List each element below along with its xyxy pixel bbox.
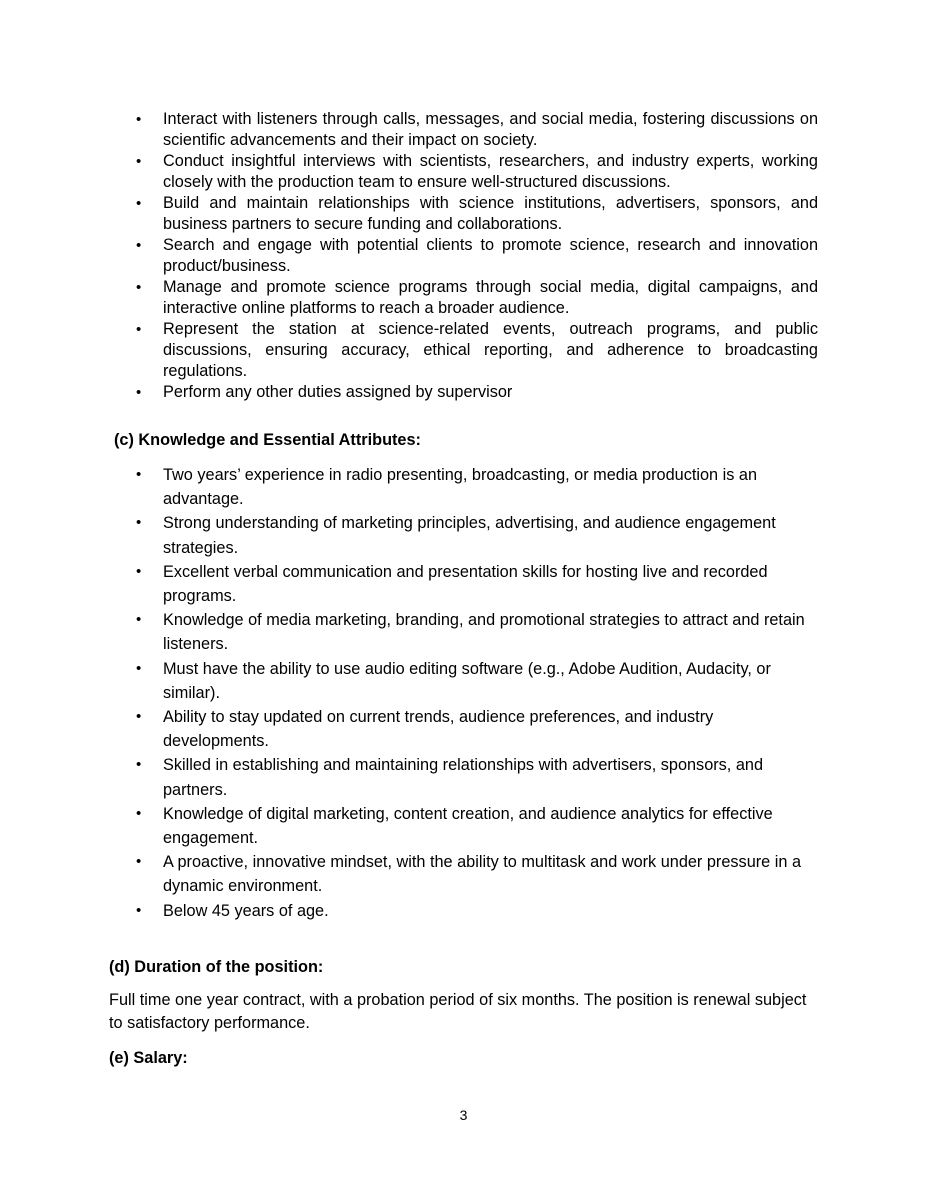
bullet-icon: • [136,237,142,254]
bullet-icon: • [136,321,142,338]
duties-list [136,109,818,403]
list-item [136,705,818,753]
duration-paragraph: Full time one year contract, with a probation period of six months. The position is renewal subject to satisfactory performance. [109,991,807,1032]
bullet-icon: • [136,708,142,726]
bullet-icon: • [136,659,142,677]
duty-text: Conduct insightful interviews with scientists, researchers, and industry experts, working closely with the production team to ensure well-structured discussions. [163,152,818,191]
page-number: 3 [459,1107,468,1123]
attribute-text: Ability to stay updated on current trends, audience preferences, and industry developments. [163,708,714,751]
list-item [136,277,818,319]
attribute-text: Excellent verbal communication and presentation skills for hosting live and recorded programs. [163,562,768,606]
bullet-icon: • [136,466,142,483]
list-item [136,151,818,193]
attribute-text: Strong understanding of marketing principles, advertising, and audience engagement strategies. [163,514,776,557]
bullet-icon: • [136,153,142,170]
list-item [136,802,818,850]
attribute-text: Must have the ability to use audio editing software (e.g., Adobe Audition, Audacity, or similar). [163,659,771,702]
duty-text: Search and engage with potential clients to promote science, research and innovation product/business. [163,236,818,275]
bullet-icon: • [136,384,142,401]
attribute-text: Knowledge of digital marketing, content creation, and audience analytics for effective engagement. [163,804,773,848]
duty-text: Interact with listeners through calls, messages, and social media, fostering discussions on scientific advancements and their impact on society. [163,110,818,149]
duty-text: Manage and promote science programs through social media, digital campaigns, and interactive online platforms to reach a broader audience. [163,278,818,317]
list-item [136,463,818,511]
knowledge-heading: (c) Knowledge and Essential Attributes: [114,431,421,449]
list-item [136,608,818,656]
attribute-text: Two years’ experience in radio presenting, broadcasting, or media production is an advantage. [163,466,757,509]
list-item [136,193,818,235]
attribute-text: A proactive, innovative mindset, with the ability to multitask and work under pressure in a dynamic environment. [163,853,801,896]
knowledge-list [136,463,818,923]
attribute-text: Knowledge of media marketing, branding, and promotional strategies to attract and retain listeners. [163,611,805,654]
list-item [136,899,818,923]
bullet-icon: • [136,514,142,532]
list-item [136,560,818,608]
duty-text: Represent the station at science-related events, outreach programs, and public discussions, ensuring accuracy, ethical reporting, and adherence to broadcasting regulations. [163,320,818,380]
attribute-text: Skilled in establishing and maintaining relationships with advertisers, sponsors, and partners. [163,756,764,799]
list-item [136,382,818,403]
list-item [136,657,818,705]
bullet-icon: • [136,901,142,919]
bullet-icon: • [136,853,142,871]
duty-text: Perform any other duties assigned by supervisor [163,383,513,401]
list-item [136,511,818,559]
bullet-icon: • [136,562,142,580]
bullet-icon: • [136,756,142,774]
salary-heading: (e) Salary: [109,1049,188,1067]
list-item [136,235,818,277]
list-item [136,319,818,382]
list-item [136,753,818,801]
bullet-icon: • [136,195,142,212]
duty-text: Build and maintain relationships with science institutions, advertisers, sponsors, and business partners to secure funding and collaborations. [163,194,818,233]
duration-heading: (d) Duration of the position: [109,958,324,976]
bullet-icon: • [136,804,142,822]
bullet-icon: • [136,611,142,629]
attribute-text: Below 45 years of age. [163,901,329,920]
list-item [136,109,818,151]
bullet-icon: • [136,111,142,128]
bullet-icon: • [136,279,142,296]
list-item [136,850,818,898]
